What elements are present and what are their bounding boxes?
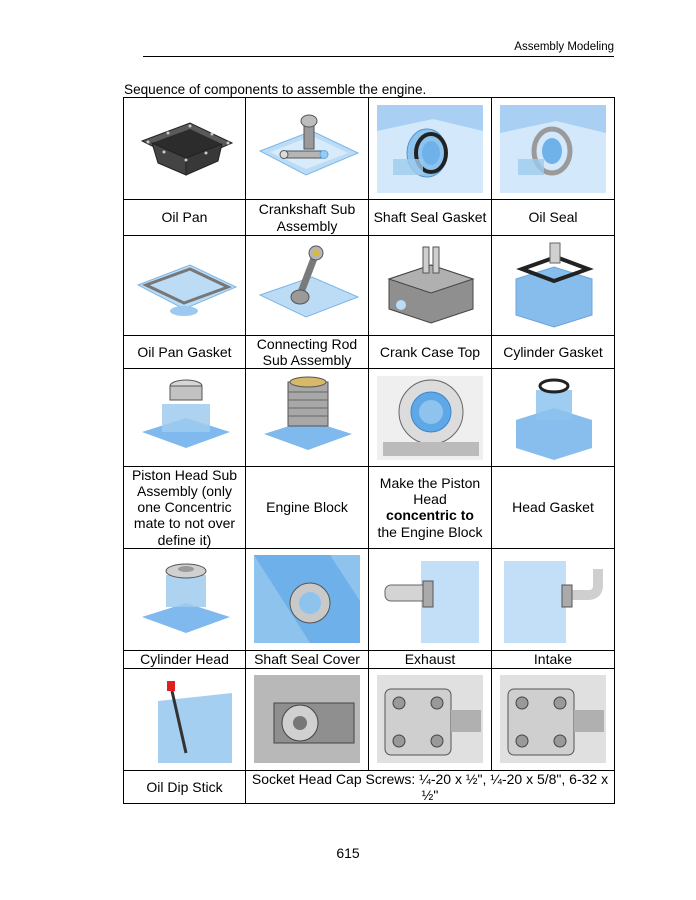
piston-head-image — [128, 372, 242, 464]
image-cell — [492, 98, 615, 200]
crank-case-top-image — [373, 239, 487, 333]
image-cell — [124, 668, 246, 770]
image-cell — [246, 98, 369, 200]
image-cell — [246, 548, 369, 650]
intro-text: Sequence of components to assemble the engine. — [124, 82, 427, 97]
image-cell — [369, 668, 492, 770]
note-text-bold: concentric to — [386, 507, 474, 524]
label-connecting-rod-sub-assembly: Connecting Rod Sub Assembly — [246, 336, 369, 369]
label-piston-head-sub-assembly: Piston Head Sub Assembly (only one Concentric mate to not over define it) — [124, 467, 246, 548]
image-cell — [492, 369, 615, 467]
cap-screws-closeup-image — [373, 671, 487, 767]
connecting-rod-image — [250, 239, 364, 333]
label-oil-pan-gasket: Oil Pan Gasket — [124, 336, 246, 369]
label-exhaust: Exhaust — [369, 650, 492, 668]
image-cell — [492, 668, 615, 770]
image-cell — [124, 98, 246, 200]
page-number: 615 — [336, 845, 360, 861]
engine-block-image — [250, 372, 364, 464]
label-shaft-seal-gasket: Shaft Seal Gasket — [369, 200, 492, 236]
image-cell — [369, 548, 492, 650]
image-cell — [492, 236, 615, 336]
note-text-pre: Make the Piston Head — [379, 475, 481, 508]
shaft-seal-cover-image — [250, 551, 364, 647]
running-head: Assembly Modeling — [514, 41, 614, 53]
label-head-gasket: Head Gasket — [492, 467, 615, 548]
label-oil-pan: Oil Pan — [124, 200, 246, 236]
image-cell — [124, 369, 246, 467]
image-cell — [369, 98, 492, 200]
label-intake: Intake — [492, 650, 615, 668]
exhaust-image — [373, 551, 487, 647]
label-oil-dip-stick: Oil Dip Stick — [124, 770, 246, 803]
head-gasket-image — [496, 372, 610, 464]
image-cell — [246, 369, 369, 467]
crankshaft-sub-assembly-image — [250, 101, 364, 197]
label-cylinder-gasket: Cylinder Gasket — [492, 336, 615, 369]
header-rule — [143, 56, 614, 57]
oil-dip-stick-image — [128, 671, 242, 767]
image-cell — [369, 236, 492, 336]
assembly-sequence-table — [123, 97, 615, 804]
image-cell — [124, 236, 246, 336]
image-cell — [369, 369, 492, 467]
label-shaft-seal-cover: Shaft Seal Cover — [246, 650, 369, 668]
oil-seal-image — [496, 101, 610, 197]
image-cell — [492, 548, 615, 650]
label-crank-case-top: Crank Case Top — [369, 336, 492, 369]
label-cylinder-head: Cylinder Head — [124, 650, 246, 668]
shaft-seal-gasket-image — [373, 101, 487, 197]
piston-concentric-image — [373, 372, 487, 464]
label-concentric-note — [369, 467, 492, 548]
note-text-post: the Engine Block — [377, 523, 483, 540]
oil-pan-image — [128, 101, 242, 197]
cap-screws-closeup-image — [496, 671, 610, 767]
cap-screws-image — [250, 671, 364, 767]
cylinder-head-image — [128, 551, 242, 647]
label-oil-seal: Oil Seal — [492, 200, 615, 236]
image-cell — [246, 236, 369, 336]
image-cell — [124, 548, 246, 650]
label-socket-head-cap-screws: Socket Head Cap Screws: ¼-20 x ½", ¼-20 x 5/8", 6-32 x ½" — [246, 770, 615, 803]
oil-pan-gasket-image — [128, 239, 242, 333]
label-engine-block: Engine Block — [246, 467, 369, 548]
cylinder-gasket-image — [496, 239, 610, 333]
intake-image — [496, 551, 610, 647]
label-crankshaft-sub-assembly: Crankshaft Sub Assembly — [246, 200, 369, 236]
image-cell — [246, 668, 369, 770]
